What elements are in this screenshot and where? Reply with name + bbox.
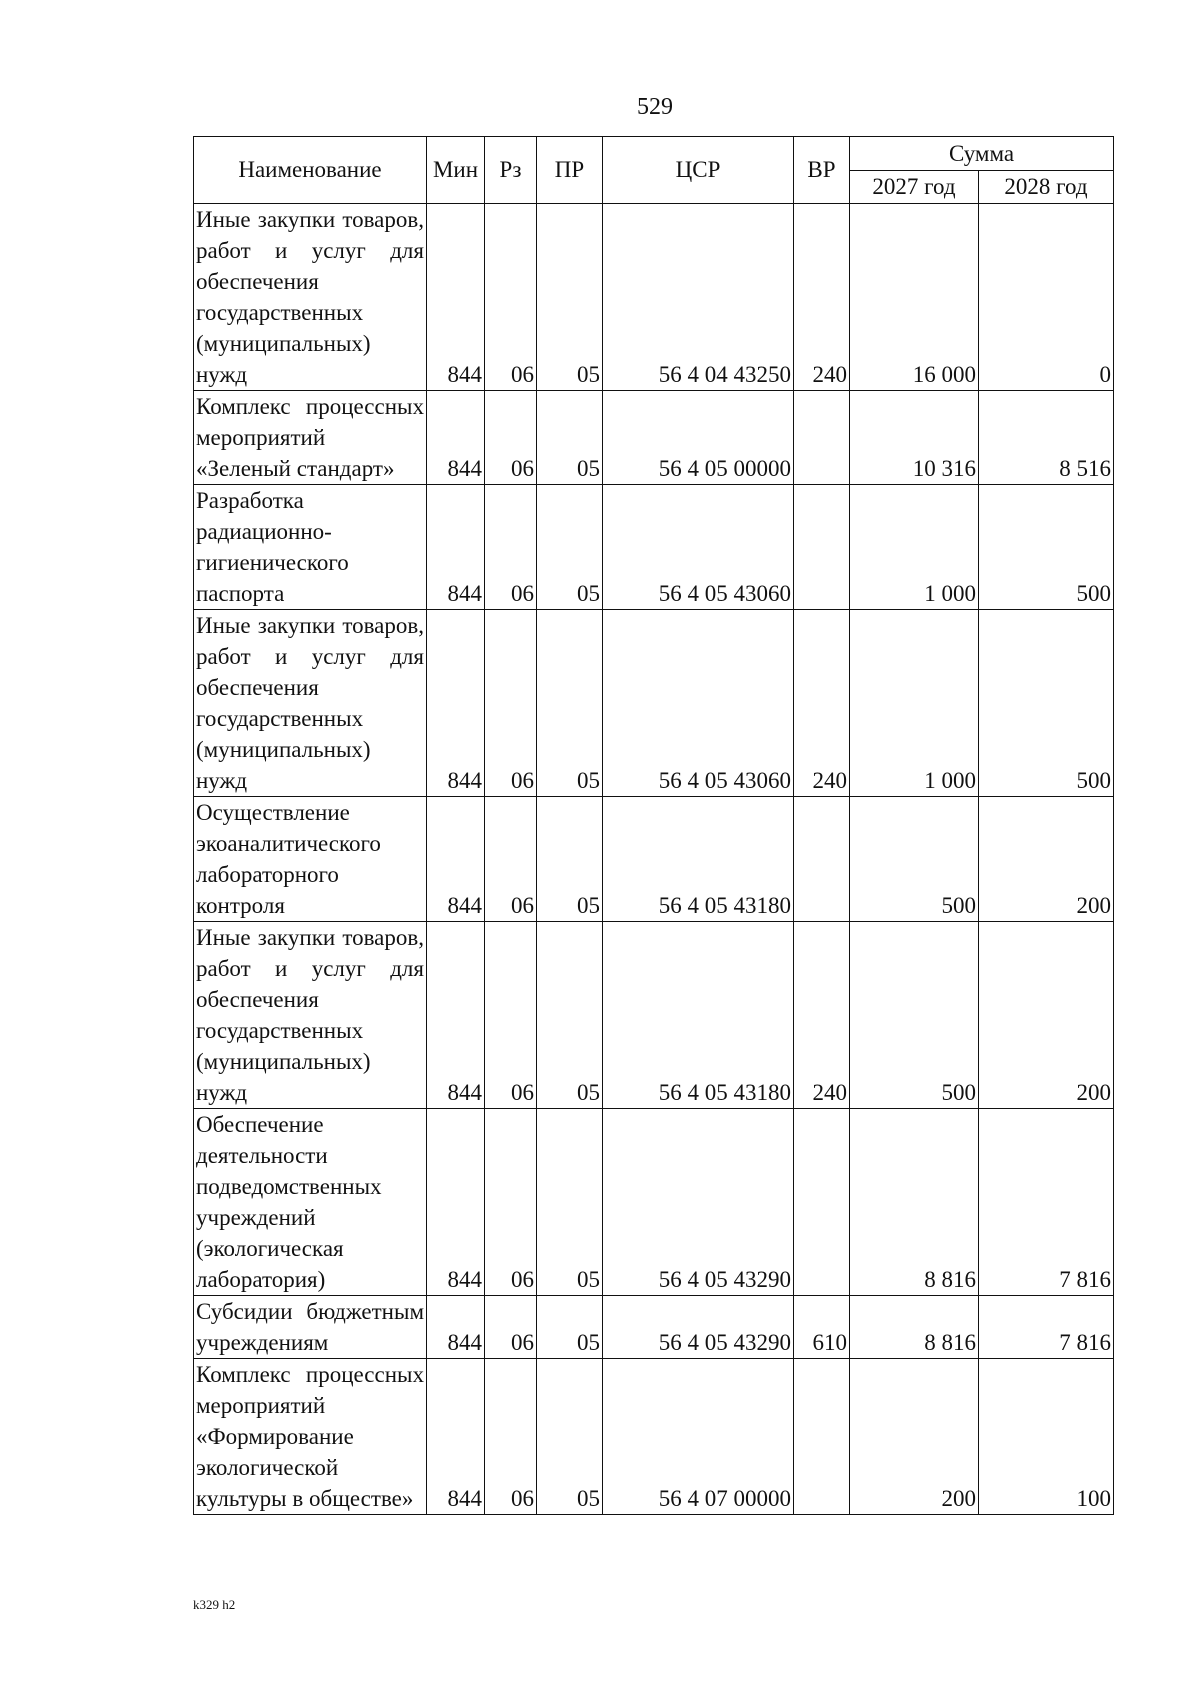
row-pr: 05 (537, 485, 603, 610)
row-csr: 56 4 04 43250 (603, 204, 794, 391)
row-name: Иные закупки товаров, работ и услуг для обеспечения государственных (муниципальных) нужд (194, 204, 427, 391)
row-vr (794, 797, 850, 922)
row-name: Комплекс процессных мероприятий «Зеленый стандарт» (194, 391, 427, 485)
row-vr (794, 1359, 850, 1515)
row-csr: 56 4 07 00000 (603, 1359, 794, 1515)
row-rz: 06 (485, 1296, 537, 1359)
table-row (194, 1109, 1114, 1296)
row-min: 844 (427, 391, 485, 485)
row-2028: 200 (979, 797, 1114, 922)
row-name: Обеспечение деятельности подведомственных учреждений (экологическая лаборатория) (194, 1109, 427, 1296)
budget-table (193, 136, 1114, 1515)
row-2027: 200 (850, 1359, 979, 1515)
header-2027: 2027 год (850, 171, 979, 204)
page-number: 529 (637, 94, 673, 120)
header-pr: ПР (537, 137, 603, 204)
row-rz: 06 (485, 922, 537, 1109)
row-vr (794, 1109, 850, 1296)
row-vr (794, 391, 850, 485)
row-pr: 05 (537, 204, 603, 391)
row-2028: 200 (979, 922, 1114, 1109)
row-2027: 8 816 (850, 1109, 979, 1296)
row-name: Иные закупки товаров, работ и услуг для обеспечения государственных (муниципальных) нужд (194, 610, 427, 797)
row-pr: 05 (537, 922, 603, 1109)
header-2028: 2028 год (979, 171, 1114, 204)
header-sum: Сумма (850, 137, 1114, 171)
row-pr: 05 (537, 610, 603, 797)
row-pr: 05 (537, 1359, 603, 1515)
header-rz: Рз (485, 137, 537, 204)
header-csr: ЦСР (603, 137, 794, 204)
row-rz: 06 (485, 391, 537, 485)
row-name: Осуществление экоаналитического лабораторного контроля (194, 797, 427, 922)
row-2028: 8 516 (979, 391, 1114, 485)
row-name: Разработка радиационно-гигиенического паспорта (194, 485, 427, 610)
row-min: 844 (427, 922, 485, 1109)
row-rz: 06 (485, 204, 537, 391)
row-pr: 05 (537, 391, 603, 485)
table-row (194, 485, 1114, 610)
row-min: 844 (427, 1296, 485, 1359)
row-2028: 100 (979, 1359, 1114, 1515)
row-vr: 240 (794, 922, 850, 1109)
row-rz: 06 (485, 1359, 537, 1515)
row-2027: 16 000 (850, 204, 979, 391)
row-2028: 0 (979, 204, 1114, 391)
row-2028: 500 (979, 610, 1114, 797)
row-vr: 240 (794, 610, 850, 797)
row-2027: 1 000 (850, 610, 979, 797)
header-name: Наименование (194, 137, 427, 204)
row-rz: 06 (485, 485, 537, 610)
table-row (194, 797, 1114, 922)
table-row (194, 1359, 1114, 1515)
row-min: 844 (427, 485, 485, 610)
row-csr: 56 4 05 43290 (603, 1109, 794, 1296)
row-min: 844 (427, 1359, 485, 1515)
row-name: Субсидии бюджетным учреждениям (194, 1296, 427, 1359)
table-row (194, 391, 1114, 485)
row-min: 844 (427, 204, 485, 391)
row-pr: 05 (537, 1296, 603, 1359)
table-row (194, 610, 1114, 797)
table-row (194, 922, 1114, 1109)
row-2028: 7 816 (979, 1109, 1114, 1296)
row-csr: 56 4 05 43290 (603, 1296, 794, 1359)
row-rz: 06 (485, 797, 537, 922)
row-min: 844 (427, 1109, 485, 1296)
header-vr: ВР (794, 137, 850, 204)
row-vr: 610 (794, 1296, 850, 1359)
row-csr: 56 4 05 43180 (603, 797, 794, 922)
header-min: Мин (427, 137, 485, 204)
row-csr: 56 4 05 43060 (603, 485, 794, 610)
row-2027: 1 000 (850, 485, 979, 610)
row-2027: 10 316 (850, 391, 979, 485)
row-csr: 56 4 05 43060 (603, 610, 794, 797)
row-name: Иные закупки товаров, работ и услуг для обеспечения государственных (муниципальных) нужд (194, 922, 427, 1109)
row-min: 844 (427, 797, 485, 922)
row-2027: 500 (850, 922, 979, 1109)
row-pr: 05 (537, 797, 603, 922)
table-row (194, 204, 1114, 391)
row-2028: 500 (979, 485, 1114, 610)
row-rz: 06 (485, 610, 537, 797)
row-pr: 05 (537, 1109, 603, 1296)
row-vr (794, 485, 850, 610)
table-row (194, 1296, 1114, 1359)
row-rz: 06 (485, 1109, 537, 1296)
row-2028: 7 816 (979, 1296, 1114, 1359)
footer-code: k329 h2 (193, 1597, 236, 1612)
row-vr: 240 (794, 204, 850, 391)
row-csr: 56 4 05 00000 (603, 391, 794, 485)
row-name: Комплекс процессных мероприятий «Формирование экологической культуры в обществе» (194, 1359, 427, 1515)
row-2027: 8 816 (850, 1296, 979, 1359)
row-csr: 56 4 05 43180 (603, 922, 794, 1109)
row-2027: 500 (850, 797, 979, 922)
row-min: 844 (427, 610, 485, 797)
